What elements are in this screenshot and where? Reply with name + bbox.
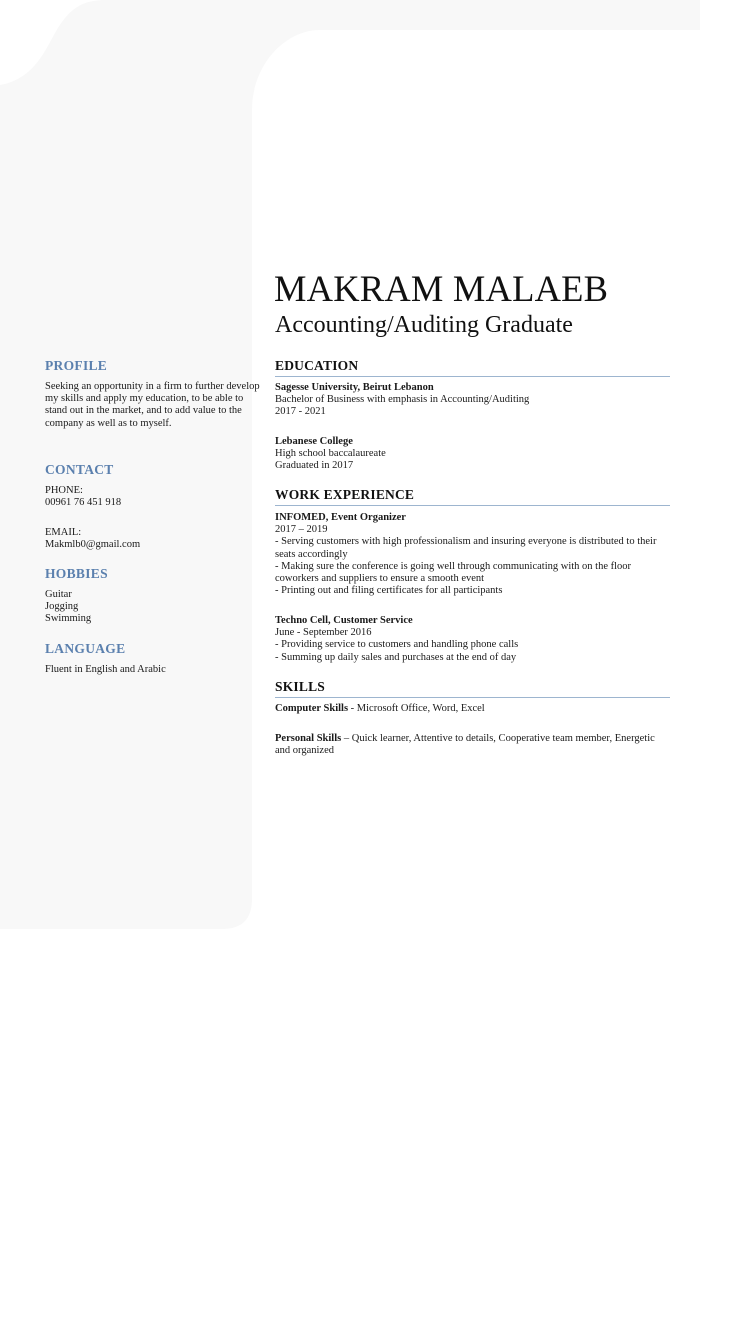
skill-text: – Quick learner, Attentive to details, Cooperative team member, Energetic and organized xyxy=(275,733,655,757)
work-bullet: - Printing out and filing certificates for all participants xyxy=(275,585,503,597)
skill-label: Personal Skills xyxy=(275,733,342,744)
work-title: INFOMED, Event Organizer xyxy=(275,512,406,523)
work-dates: 2017 – 2019 xyxy=(275,524,328,536)
work-entry xyxy=(275,512,670,597)
hobby-item: Swimming xyxy=(45,613,92,625)
skill-entry xyxy=(275,703,670,715)
hobby-item: Jogging xyxy=(45,601,79,613)
skill-text: - Microsoft Office, Word, Excel xyxy=(348,703,485,714)
work-bullet: - Providing service to customers and handling phone calls xyxy=(275,639,519,651)
work-bullet: - Summing up daily sales and purchases at the end of day xyxy=(275,651,517,663)
education-entry xyxy=(275,436,670,473)
candidate-name: MAKRAM MALAEB xyxy=(274,268,609,309)
email-label: EMAIL: xyxy=(45,527,82,538)
hobby-item: Guitar xyxy=(45,589,72,600)
profile-heading: PROFILE xyxy=(45,358,108,373)
candidate-title: Accounting/Auditing Graduate xyxy=(275,312,573,338)
language-text: Fluent in English and Arabic xyxy=(45,664,166,675)
education-degree: High school baccalaureate xyxy=(275,448,386,460)
work-heading: WORK EXPERIENCE xyxy=(275,487,670,506)
education-school: Lebanese College xyxy=(275,436,353,447)
contact-phone xyxy=(45,485,265,509)
hobbies-list xyxy=(45,589,265,626)
education-degree: Bachelor of Business with emphasis in Accounting/Auditing xyxy=(275,394,530,406)
contact-heading: CONTACT xyxy=(45,462,114,477)
education-dates: Graduated in 2017 xyxy=(275,460,354,472)
contact-email xyxy=(45,527,265,551)
phone-value: 00961 76 451 918 xyxy=(45,497,122,509)
work-bullet: - Serving customers with high professionalism and insuring everyone is distributed to their seats accordingly xyxy=(275,536,657,560)
profile-text: Seeking an opportunity in a firm to further develop my skills and apply my education, to be able to stand out in the market, and to add value to the company as well as to myself. xyxy=(45,381,260,429)
skill-label: Computer Skills xyxy=(275,703,349,714)
education-school: Sagesse University, Beirut Lebanon xyxy=(275,382,434,393)
phone-label: PHONE: xyxy=(45,485,83,496)
work-title: Techno Cell, Customer Service xyxy=(275,615,413,626)
work-dates: June - September 2016 xyxy=(275,627,372,639)
work-entry xyxy=(275,615,670,664)
skills-heading: SKILLS xyxy=(275,679,670,698)
skill-entry xyxy=(275,733,670,757)
hobbies-heading: HOBBIES xyxy=(45,566,108,581)
education-dates: 2017 - 2021 xyxy=(275,406,326,418)
education-entry xyxy=(275,382,670,419)
education-heading: EDUCATION xyxy=(275,358,670,377)
work-bullet: - Making sure the conference is going well through communicating with on the floor coworkers and suppliers to ensure a smooth event xyxy=(275,560,632,585)
email-value[interactable]: Makmlb0@gmail.com xyxy=(45,539,141,551)
language-heading: LANGUAGE xyxy=(45,641,126,656)
